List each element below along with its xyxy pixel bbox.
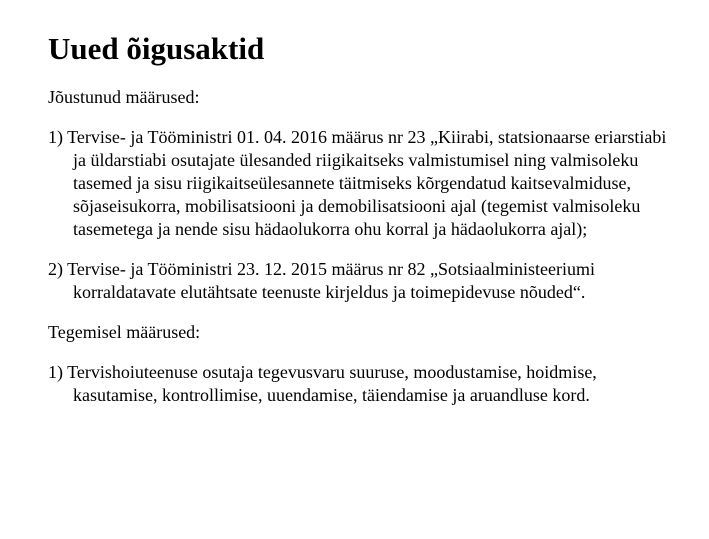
section-heading-enforced: Jõustunud määrused: — [48, 87, 200, 107]
page-title: Uued õigusaktid — [48, 31, 265, 66]
section-heading-in-progress: Tegemisel määrused: — [48, 322, 201, 342]
slide-content — [48, 30, 668, 424]
list-item: 1) Tervise- ja Tööministri 01. 04. 2016 määrus nr 23 „Kiirabi, statsionaarse eriarstiabi ja üldarstiabi osutajate ülesanded riigikaitseks valmistumisel ning valmisoleku tasemed ja sisu riigikaitseülesannete täitmiseks kõrgendatud kaitsevalmiduse, sõjaseisukorra, mobilisatsiooni ja demobilisatsiooni ajal (tegemist valmisoleku tasemetega ja nende sisu hädaolukorra ohu korral ja hädaolukorra ajal); — [48, 127, 667, 239]
list-item: 1) Tervishoiuteenuse osutaja tegevusvaru suuruse, moodustamise, hoidmise, kasutamise, kontrollimise, uuendamise, täiendamise ja aruandluse kord. — [48, 362, 597, 405]
list-item: 2) Tervise- ja Tööministri 23. 12. 2015 määrus nr 82 „Sotsiaalministeeriumi korraldatavate elutähtsate teenuste kirjeldus ja toimepidevuse nõuded“. — [48, 259, 595, 302]
